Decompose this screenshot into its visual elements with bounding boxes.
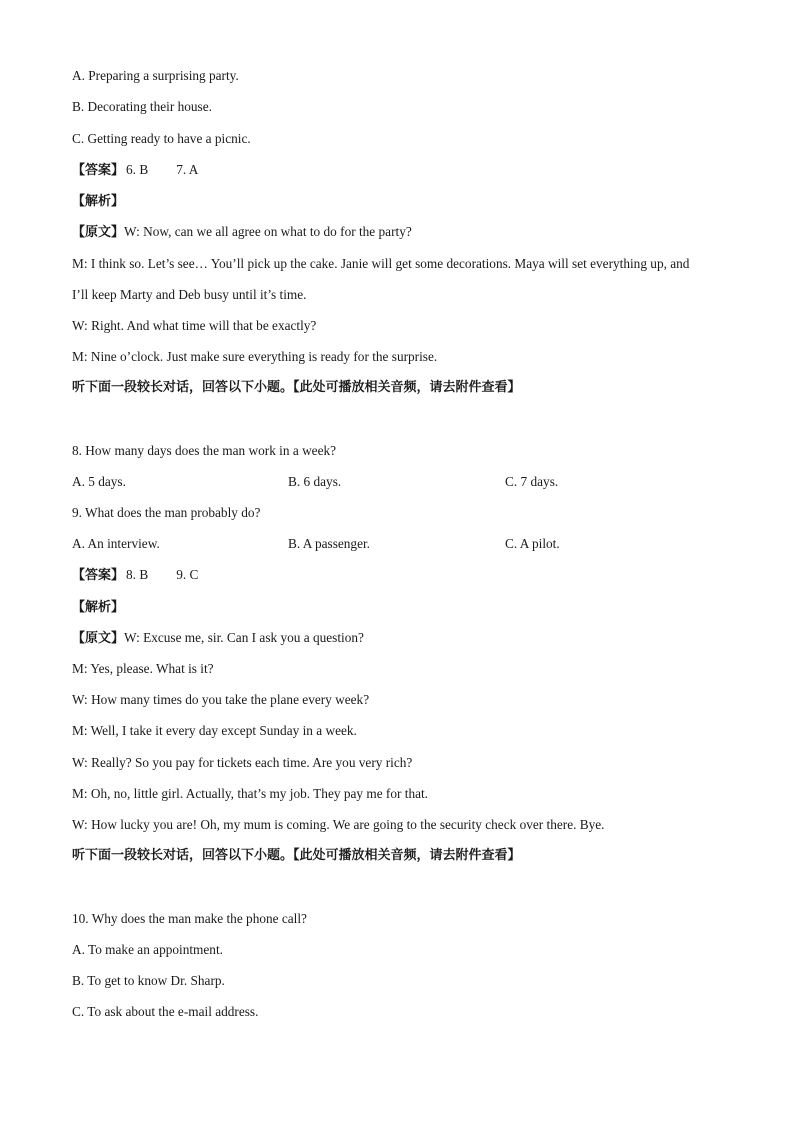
dialogue-line: W: How many times do you take the plane every week? [72, 692, 370, 707]
option-b-q7: B. Decorating their house. [72, 99, 212, 114]
analysis-heading [72, 192, 124, 211]
question-9: 9. What does the man probably do? [72, 505, 261, 520]
option-c-q7: C. Getting ready to have a picnic. [72, 131, 251, 146]
audio-instruction: 听下面一段较长对话，回答以下小题。【此处可播放相关音频，请去附件查看】 [72, 848, 521, 863]
answer-8: 8. B [126, 567, 149, 582]
original-tag: 【原文】 [72, 225, 125, 240]
option-a-q9: A. An interview. [72, 536, 160, 551]
answer-9: 9. C [176, 567, 199, 582]
option-c-q9: C. A pilot. [505, 536, 560, 551]
option-a-q7: A. Preparing a surprising party. [72, 68, 239, 83]
dialogue-line: W: Excuse me, sir. Can I ask you a question? [124, 630, 364, 645]
audio-instruction: 听下面一段较长对话，回答以下小题。【此处可播放相关音频，请去附件查看】 [72, 380, 521, 395]
transcript-line [72, 223, 412, 242]
answer-line-8-9 [72, 566, 198, 585]
dialogue-line: M: I think so. Let’s see… You’ll pick up the cake. Janie will get some decorations. Maya will set everything up, and [72, 256, 690, 271]
answer-tag: 【答案】 [72, 163, 125, 178]
analysis-tag: 【解析】 [72, 600, 125, 615]
option-b-q9: B. A passenger. [288, 536, 370, 551]
dialogue-line: M: Oh, no, little girl. Actually, that’s my job. They pay me for that. [72, 786, 429, 801]
original-tag: 【原文】 [72, 631, 125, 646]
answer-line-6-7 [72, 161, 198, 180]
transcript-line [72, 629, 364, 648]
dialogue-line: W: Right. And what time will that be exactly? [72, 318, 317, 333]
question-8: 8. How many days does the man work in a week? [72, 443, 337, 458]
dialogue-line: W: Really? So you pay for tickets each time. Are you very rich? [72, 755, 413, 770]
answer-7: 7. A [176, 162, 199, 177]
option-c-q8: C. 7 days. [505, 474, 559, 489]
answer-tag: 【答案】 [72, 568, 125, 583]
dialogue-line: M: Yes, please. What is it? [72, 661, 214, 676]
question-10: 10. Why does the man make the phone call? [72, 911, 307, 926]
dialogue-line: M: Well, I take it every day except Sunday in a week. [72, 723, 357, 738]
dialogue-line: W: How lucky you are! Oh, my mum is coming. We are going to the security check over there. Bye. [72, 817, 605, 832]
option-a-q8: A. 5 days. [72, 474, 126, 489]
dialogue-line: W: Now, can we all agree on what to do for the party? [124, 224, 412, 239]
analysis-tag: 【解析】 [72, 194, 125, 209]
option-b-q10: B. To get to know Dr. Sharp. [72, 973, 225, 988]
dialogue-line: I’ll keep Marty and Deb busy until it’s time. [72, 287, 307, 302]
analysis-heading [72, 598, 124, 617]
answer-6: 6. B [126, 162, 149, 177]
option-c-q10: C. To ask about the e-mail address. [72, 1004, 259, 1019]
option-b-q8: B. 6 days. [288, 474, 342, 489]
option-a-q10: A. To make an appointment. [72, 942, 223, 957]
dialogue-line: M: Nine o’clock. Just make sure everything is ready for the surprise. [72, 349, 438, 364]
